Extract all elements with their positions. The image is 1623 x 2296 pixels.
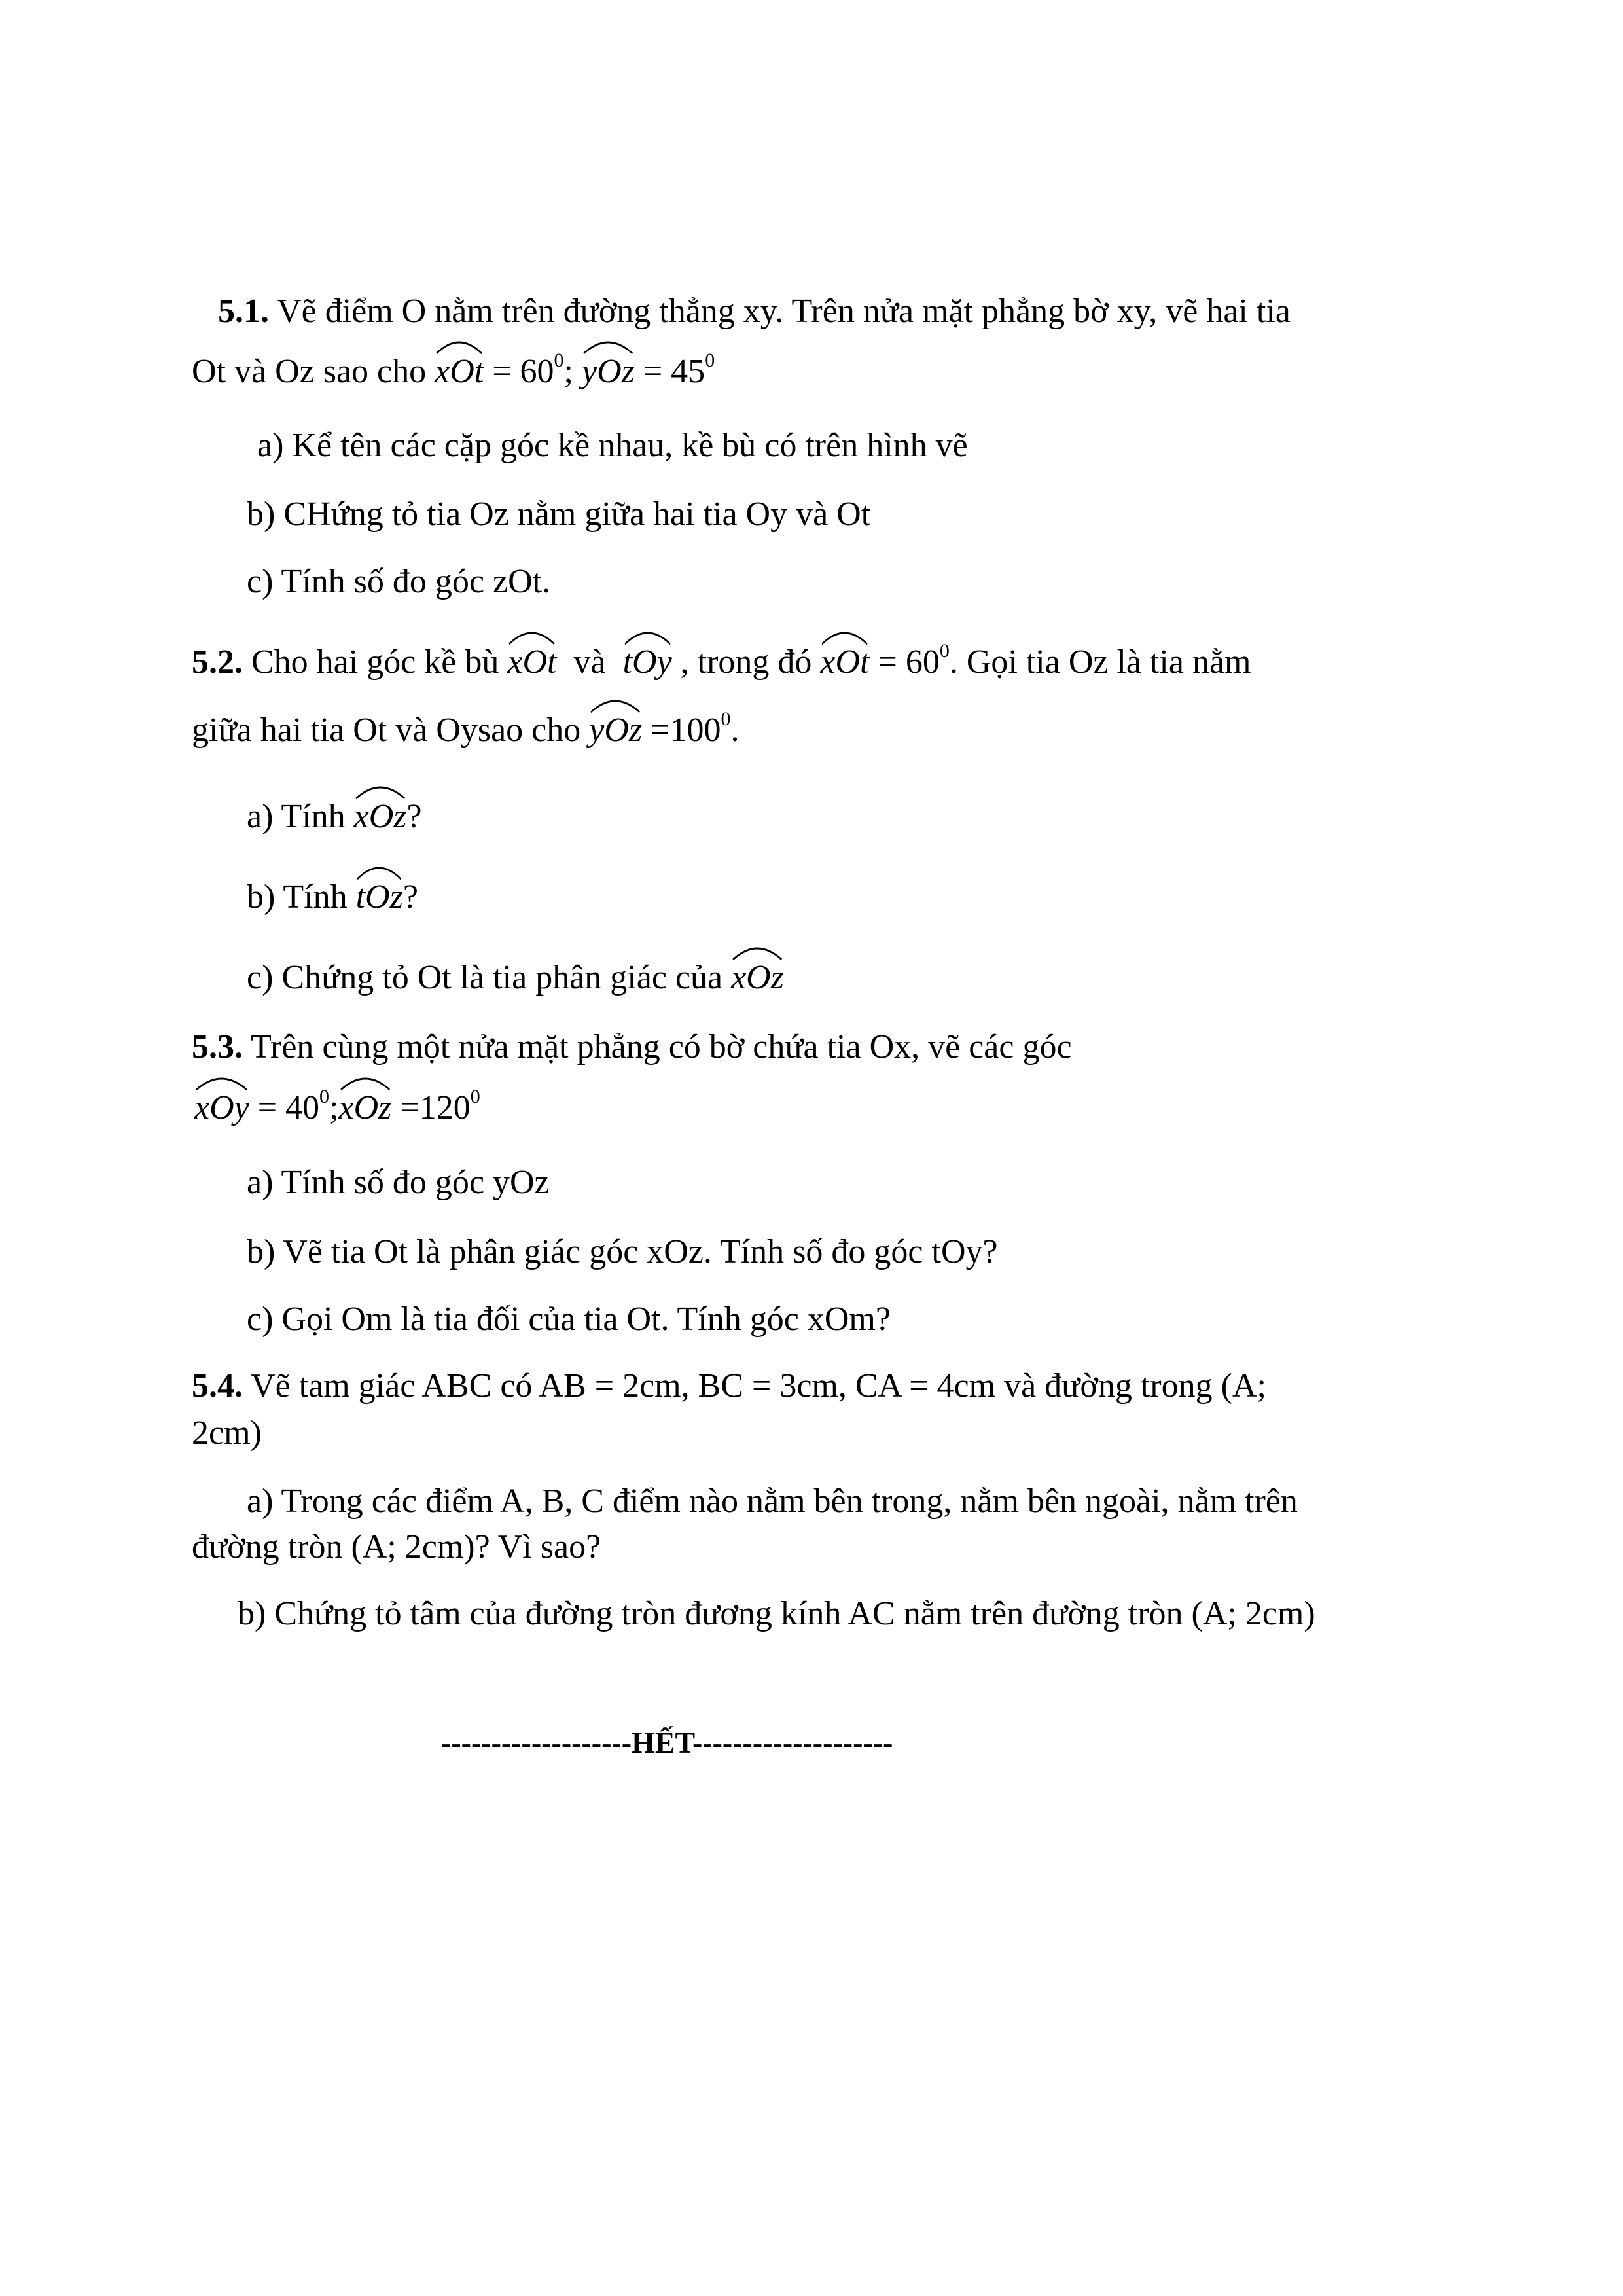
angle-xOy: xOy: [194, 1091, 249, 1125]
problem-5-1-line-1: [218, 295, 1291, 329]
problem-5-4-line-1: [192, 1369, 1266, 1403]
problem-5-3-part-b: b) Vẽ tia Ot là phân giác góc xOz. Tính số đo góc tOy?: [247, 1233, 998, 1270]
problem-5-2-line-1: [192, 640, 1251, 681]
problem-number: 5.4.: [192, 1367, 243, 1405]
problem-5-3-line-2: [194, 1086, 480, 1126]
problem-5-4-part-a-line-2: đường tròn (A; 2cm)? Vì sao?: [192, 1528, 601, 1566]
problem-5-1-part-c: c) Tính số đo góc zOt.: [247, 563, 551, 600]
separator: ;: [563, 353, 573, 390]
problem-text: Cho hai góc kề bù: [251, 643, 499, 681]
period: .: [730, 711, 740, 749]
problem-text: Trên cùng một nửa mặt phẳng có bờ chứa tia Ox, vẽ các góc: [251, 1028, 1072, 1066]
problem-number: 5.3.: [192, 1028, 243, 1066]
degree-mark: 0: [939, 640, 950, 662]
degree-mark: 0: [705, 350, 715, 371]
problem-5-2-line-2: [192, 708, 740, 749]
question-mark: ?: [406, 798, 422, 835]
problem-5-2-part-c: [247, 961, 784, 995]
separator: ;: [329, 1089, 339, 1126]
problem-5-3-part-a: a) Tính số đo góc yOz: [247, 1164, 550, 1201]
angle-tOz: tOz: [356, 880, 403, 914]
angle-yOz: yOz: [582, 355, 635, 389]
problem-5-3-line-1: [192, 1030, 1072, 1064]
problem-text: giữa hai tia Ot và Oysao cho: [192, 711, 581, 749]
degree-mark: 0: [319, 1086, 330, 1107]
angle-value: =100: [651, 711, 721, 749]
conjunction: và: [573, 643, 606, 681]
problem-number: 5.2.: [192, 643, 243, 681]
problem-5-2-part-a: [247, 800, 422, 834]
problem-5-4-part-a-line-1: a) Trong các điểm A, B, C điểm nào nằm bên trong, nằm bên ngoài, nằm trên: [247, 1482, 1298, 1520]
angle-value: = 45: [643, 353, 705, 390]
problem-5-1-part-b: b) CHứng tỏ tia Oz nằm giữa hai tia Oy và Ot: [247, 495, 871, 533]
problem-text: Ot và Oz sao cho: [192, 353, 427, 390]
angle-yOz: yOz: [589, 713, 642, 747]
problem-text: , trong đó: [680, 643, 812, 681]
angle-tOy: tOy: [623, 645, 672, 679]
problem-text: . Gọi tia Oz là tia nằm: [949, 643, 1251, 681]
angle-value: = 60: [878, 643, 940, 681]
end-marker: -------------------HẾT--------------------: [441, 1726, 893, 1759]
degree-mark: 0: [554, 350, 564, 371]
problem-5-1-line-2: [192, 350, 715, 390]
problem-5-3-part-c: c) Gọi Om là tia đối của tia Ot. Tính góc xOm?: [247, 1300, 891, 1338]
question-mark: ?: [402, 878, 418, 916]
problem-text: Vẽ điểm O nằm trên đường thẳng xy. Trên nửa mặt phẳng bờ xy, vẽ hai tia: [277, 293, 1291, 330]
part-label: b) Tính: [247, 878, 348, 916]
problem-text: Vẽ tam giác ABC có AB = 2cm, BC = 3cm, CA = 4cm và đường trong (A;: [251, 1367, 1266, 1405]
angle-xOt: xOt: [507, 645, 556, 679]
angle-value: = 60: [492, 353, 554, 390]
problem-5-4-line-2: 2cm): [192, 1414, 262, 1452]
angle-xOt: xOt: [820, 645, 869, 679]
problem-5-1-part-a: a) Kể tên các cặp góc kề nhau, kề bù có trên hình vẽ: [257, 427, 968, 464]
angle-xOz: xOz: [354, 800, 407, 834]
angle-value: = 40: [257, 1089, 320, 1126]
angle-xOt: xOt: [435, 355, 484, 389]
degree-mark: 0: [470, 1086, 480, 1107]
angle-value: =120: [400, 1089, 471, 1126]
angle-xOz: xOz: [339, 1091, 392, 1125]
part-label: a) Tính: [247, 798, 346, 835]
problem-5-4-part-b: b) Chứng tỏ tâm của đường tròn đương kính AC nằm trên đường tròn (A; 2cm): [238, 1595, 1315, 1632]
problem-5-2-part-b: [247, 880, 418, 914]
part-label: c) Chứng tỏ Ot là tia phân giác của: [247, 959, 723, 996]
angle-xOz: xOz: [731, 961, 784, 995]
problem-number: 5.1.: [218, 293, 269, 330]
degree-mark: 0: [721, 708, 731, 730]
